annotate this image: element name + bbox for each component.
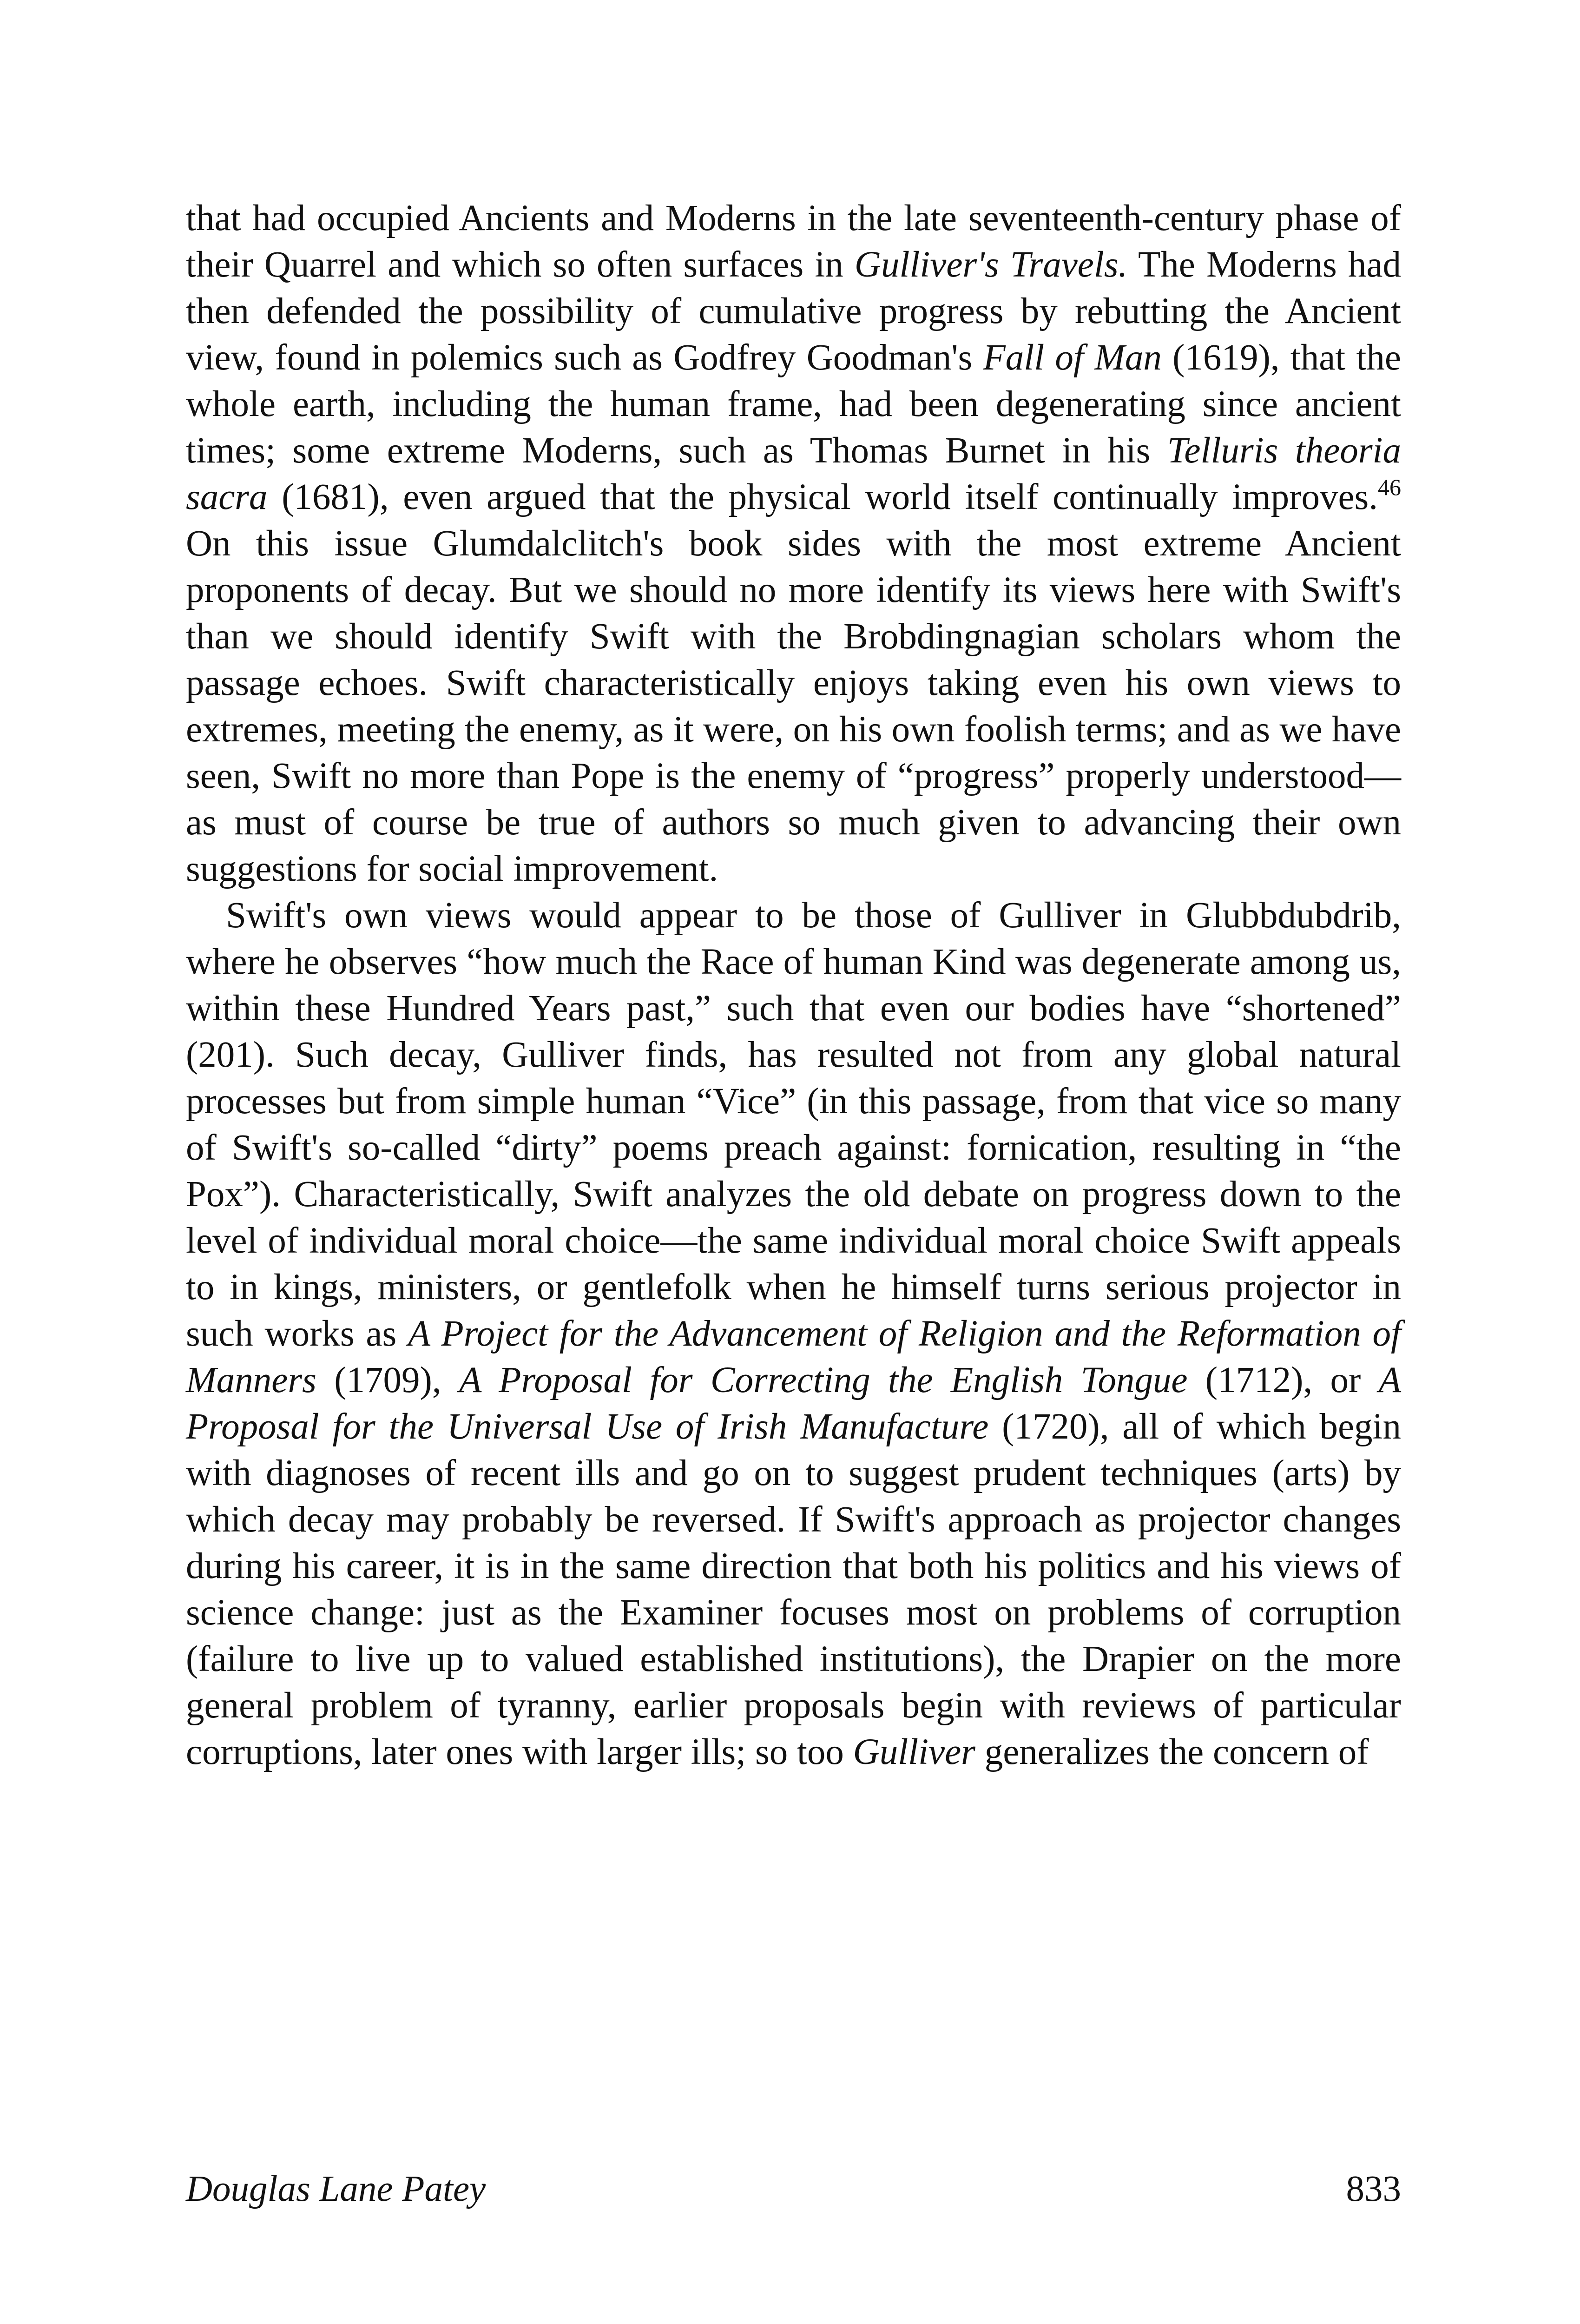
page-body (186, 195, 1401, 1776)
page-number: 833 (1346, 2169, 1401, 2209)
paragraph-1-text: The Moderns had then defended the possibility of cumulative progress by rebutting the Ancient view, found in polemics such as Godfrey Goodman's (186, 244, 1401, 378)
paragraph-2-text: generalizes the concern of (975, 1732, 1369, 1772)
title-project-advancement-religion: A Project for the Advancement of Religion and the Reformation of Manners (186, 1314, 1401, 1400)
title-fall-of-man: Fall of Man (983, 337, 1162, 378)
running-footer-author: Douglas Lane Patey (186, 2169, 486, 2209)
title-proposal-irish-manufacture: A Proposal for the Universal Use of Irish Manufacture (186, 1360, 1401, 1447)
paragraph-2-text: (1712), or (1187, 1360, 1379, 1400)
title-telluris-theoria-sacra: Telluris theoria sacra (186, 430, 1401, 517)
title-gullivers-travels: Gulliver's Travels. (854, 244, 1128, 285)
title-proposal-english-tongue: A Proposal for Correcting the English Tongue (459, 1360, 1188, 1400)
page-footer (186, 2166, 1401, 2212)
paragraph-2 (186, 892, 1401, 1776)
paragraph-1-text: (1619), that the whole earth, including the human frame, had been degenerating since ancient times; some extreme Moderns, such as Thomas Burnet in his (186, 337, 1401, 471)
footnote-marker: 46 (1378, 474, 1401, 500)
paragraph-1 (186, 195, 1401, 892)
paragraph-2-text: (1709), (316, 1360, 459, 1400)
paragraph-2-text: (1720), all of which begin with diagnoses of recent ills and go on to suggest prudent techniques (arts) by which decay may probably be reversed. If Swift's approach as projector changes during his career, it is in the same direction that both his politics and his views of science change: just as the Examiner focuses most on problems of corruption (failure to live up to valued established institutions), the Drapier on the more general problem of tyranny, earlier proposals begin with reviews of particular corruptions, later ones with larger ills; so too (186, 1406, 1401, 1772)
paragraph-1-text: (1681), even argued that the physical world itself continually improves. (267, 477, 1378, 517)
paragraph-2-text: Swift's own views would appear to be those of Gulliver in Glubbdubdrib, where he observes “how much the Race of human Kind was degenerate among us, within these Hundred Years past,” such that even our bodies have “shortened” (201). Such decay, Gulliver finds, has resulted not from any global natural processes but from simple human “Vice” (in this passage, from that vice so many of Swift's so-called “dirty” poems preach against: fornication, resulting in “the Pox”). Characteristically, Swift analyzes the old debate on progress down to the level of individual moral choice—the same individual moral choice Swift appeals to in kings, ministers, or gentlefolk when he himself turns serious projector in such works as (186, 895, 1401, 1354)
title-gulliver: Gulliver (853, 1732, 975, 1772)
paragraph-1-text: On this issue Glumdalclitch's book sides with the most extreme Ancient proponents of decay. But we should no more identify its views here with Swift's than we should identify Swift with the Brobdingnagian scholars whom the passage echoes. Swift characteristically enjoys taking even his own views to extremes, meeting the enemy, as it were, on his own foolish terms; and as we have seen, Swift no more than Pope is the enemy of “progress” properly understood—as must of course be true of authors so much given to advancing their own suggestions for social improvement. (186, 523, 1401, 889)
paragraph-1-text: that had occupied Ancients and Moderns in the late seventeenth-century phase of their Quarrel and which so often surfaces in (186, 198, 1401, 285)
